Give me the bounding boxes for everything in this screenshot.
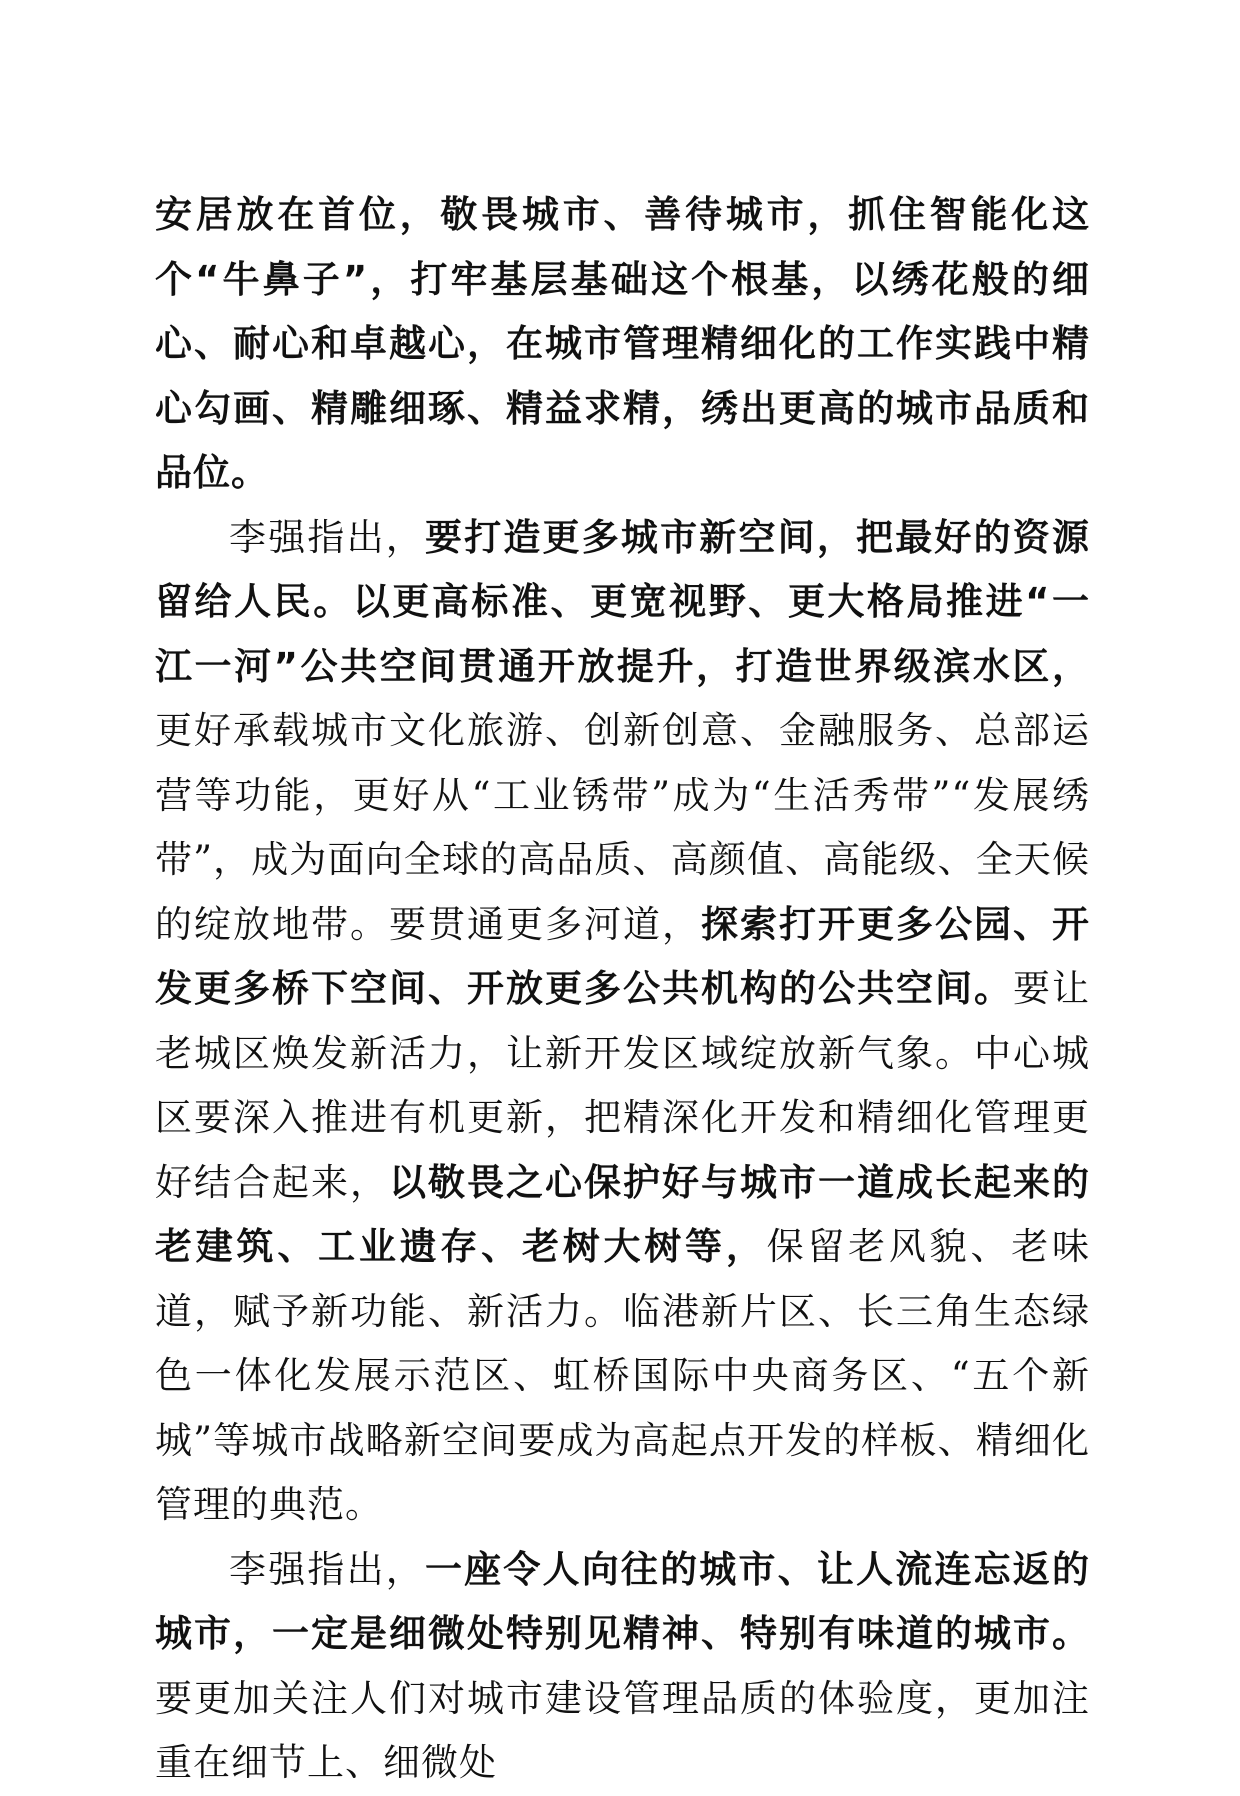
document-body bbox=[155, 183, 1090, 1796]
text-span: 一座令人向往的城市、让人流连忘返的城市，一定是细微处特别见精神、特别有味道的城市。 bbox=[155, 1547, 1090, 1655]
text-span: 更好承载城市文化旅游、创新创意、金融服务、总部运营等功能，更好从“工业锈带”成为“生活秀带”“发展绣带”，成为面向全球的高品质、高颜值、高能级、全天候的绽放地带。要贯通更多河道， bbox=[155, 709, 1090, 946]
text-span: 保留老风貌、老味道，赋予新功能、新活力。临港新片区、长三角生态绿色一体化发展示范区、虹桥国际中央商务区、“五个新城”等城市战略新空间要成为高起点开发的样板、精细化管理的典范。 bbox=[155, 1225, 1091, 1526]
text-span: 李强指出， bbox=[229, 1547, 425, 1591]
text-span: 以敬畏之心保护好与城市一道成长起来的老建筑、工业遗存、老树大树等， bbox=[155, 1160, 1090, 1268]
paragraph-1 bbox=[155, 183, 1090, 506]
text-span: 探索打开更多公园、开发更多桥下空间、开放更多公共机构的公共空间。 bbox=[155, 902, 1090, 1010]
text-span: 李强指出， bbox=[229, 515, 425, 559]
text-span: 要更加关注人们对城市建设管理品质的体验度，更加注重在细节上、细微处 bbox=[155, 1676, 1090, 1784]
text-span: 安居放在首位，敬畏城市、善待城市，抓住智能化这个“牛鼻子”，打牢基层基础这个根基，以绣花般的细心、耐心和卓越心，在城市管理精细化的工作实践中精心勾画、精雕细琢、精益求精，绣出更高的城市品质和品位。 bbox=[155, 193, 1090, 494]
paragraph-3 bbox=[155, 1538, 1090, 1796]
text-span: 要让老城区焕发新活力，让新开发区域绽放新气象。中心城区要深入推进有机更新，把精深化开发和精细化管理更好结合起来， bbox=[155, 967, 1090, 1204]
text-span: 要打造更多城市新空间，把最好的资源留给人民。以更高标准、更宽视野、更大格局推进“一江一河”公共空间贯通开放提升，打造世界级滨水区， bbox=[155, 515, 1090, 688]
paragraph-2 bbox=[155, 506, 1090, 1538]
